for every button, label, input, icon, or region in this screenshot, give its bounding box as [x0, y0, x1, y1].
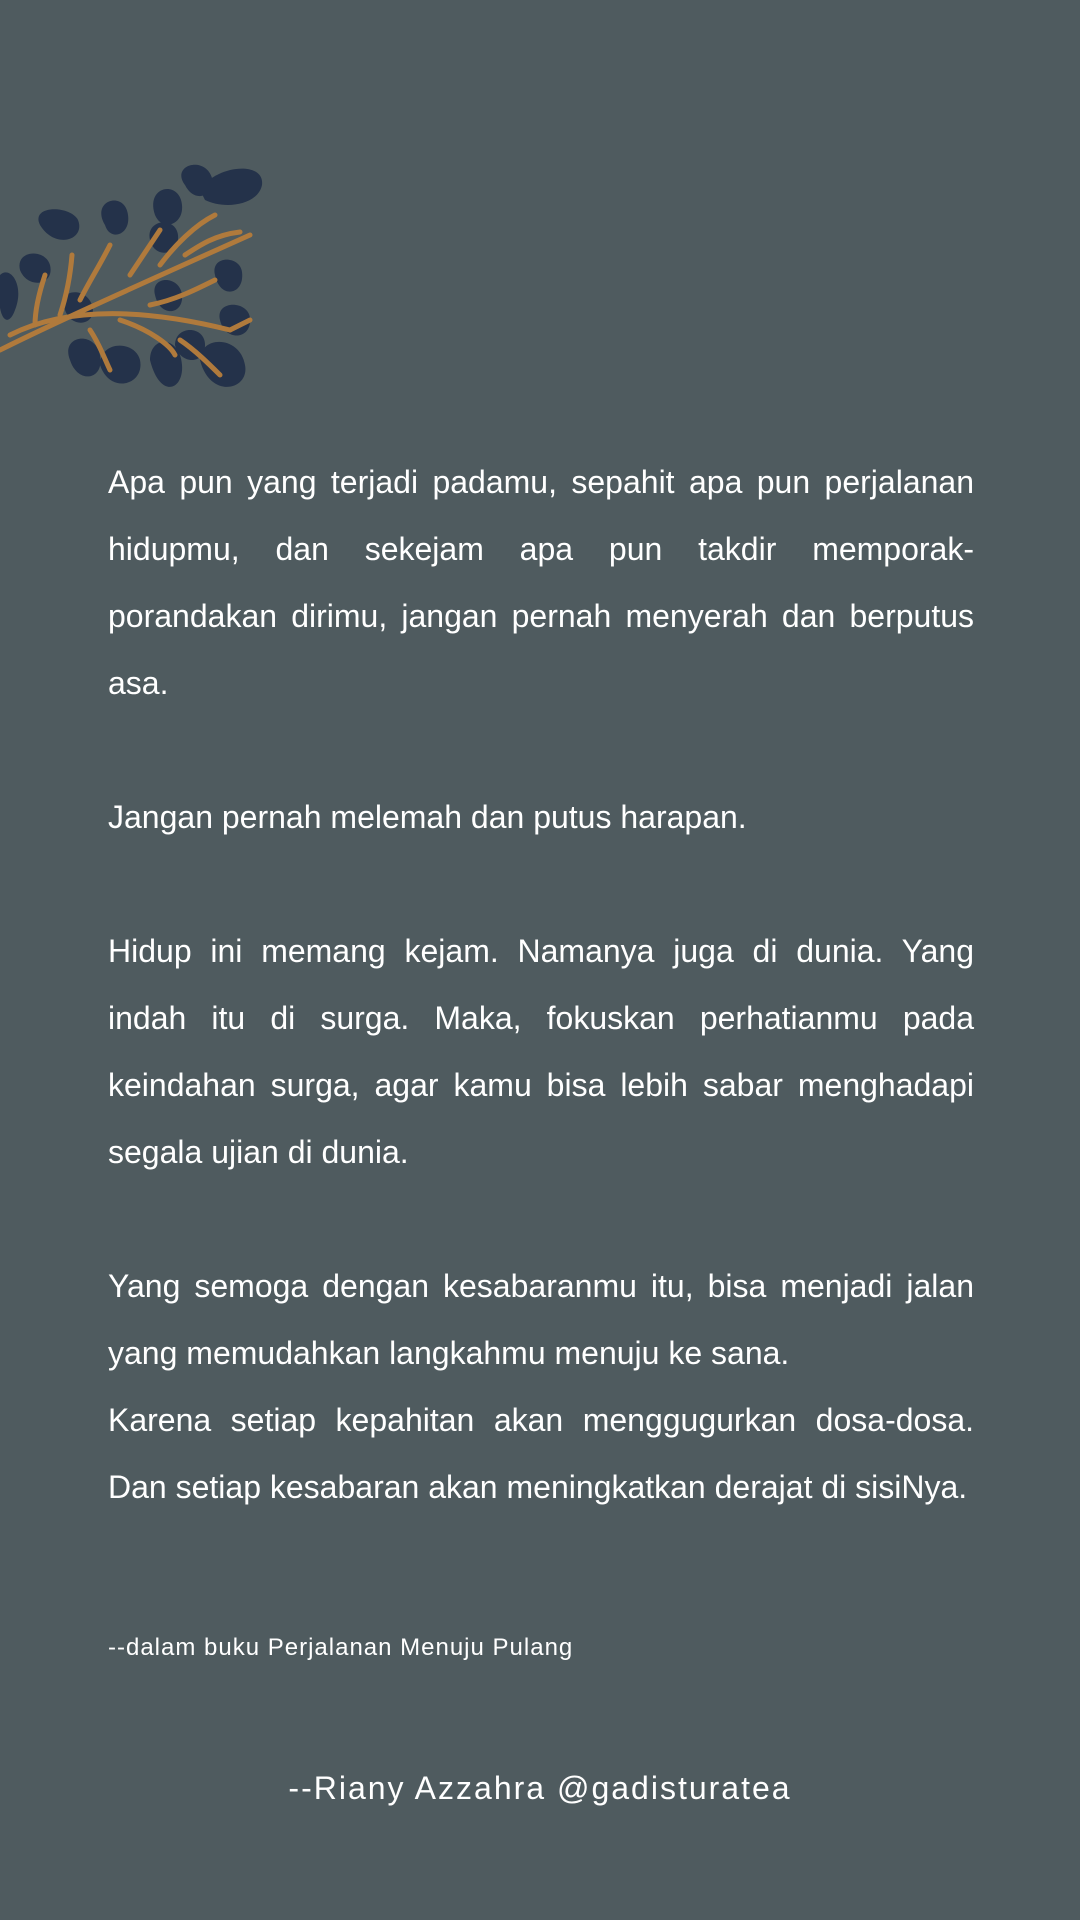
quote-paragraph-5: Karena setiap kepahitan akan menggugurkan dosa-dosa. Dan setiap kesabaran akan meningkatkan derajat di sisiNya.: [108, 1402, 974, 1505]
branch-with-leaves-icon: [0, 160, 280, 420]
quote-paragraph-1: Apa pun yang terjadi padamu, sepahit apa pun perjalanan hidupmu, dan sekejam apa pun takdir memporak-porandakan dirimu, jangan pernah menyerah dan berputus asa.: [108, 464, 974, 701]
quote-text: [108, 449, 974, 1521]
paragraph-gap: [108, 717, 974, 784]
source-citation: --dalam buku Perjalanan Menuju Pulang: [108, 1634, 574, 1661]
author-signature: --Riany Azzahra @gadisturatea: [288, 1770, 792, 1806]
quote-paragraph-3: Hidup ini memang kejam. Namanya juga di dunia. Yang indah itu di surga. Maka, fokuskan perhatianmu pada keindahan surga, agar kamu bisa lebih sabar menghadapi segala ujian di dunia.: [108, 933, 974, 1170]
quote-paragraph-2: Jangan pernah melemah dan putus harapan.: [108, 799, 747, 835]
paragraph-gap: [108, 851, 974, 918]
quote-paragraph-4: Yang semoga dengan kesabaranmu itu, bisa menjadi jalan yang memudahkan langkahmu menuju ke sana.: [108, 1268, 974, 1371]
paragraph-gap: [108, 1186, 974, 1253]
